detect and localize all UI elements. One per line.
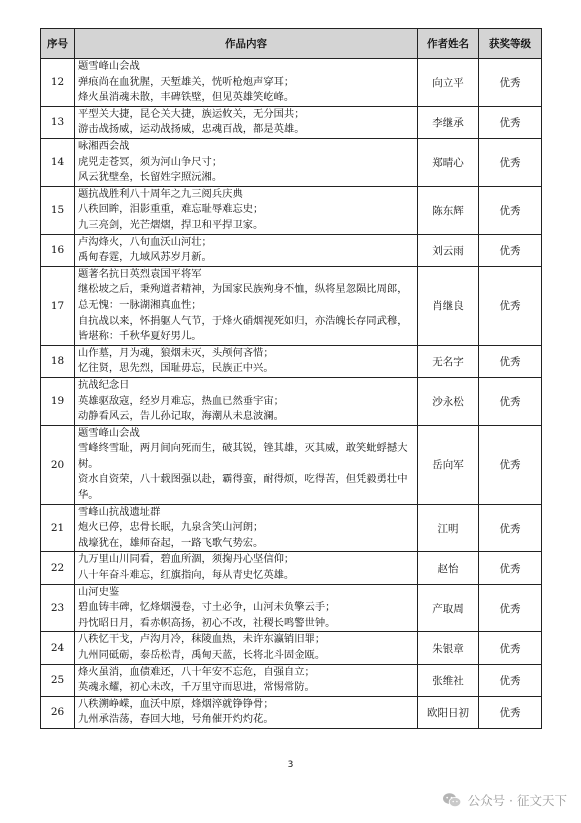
row-content: [75, 138, 418, 186]
row-author: 产取周: [418, 584, 479, 632]
row-seq: 25: [41, 664, 75, 696]
watermark-text: 公众号 · 征文天下: [467, 793, 567, 808]
row-author: 江明: [418, 504, 479, 552]
content-title-line: 雪峰山抗战遗址群: [78, 505, 161, 518]
content-title-line: 咏湘西会战: [78, 139, 130, 152]
row-grade: 优秀: [479, 266, 542, 345]
row-content: [75, 186, 418, 234]
row-author: 刘云雨: [418, 234, 479, 266]
row-author: 李继承: [418, 106, 479, 138]
awards-table: [40, 28, 542, 729]
content-line: 战壕犹在，雄师奋起，一路飞歌气势宏。: [78, 536, 264, 549]
row-content: [75, 377, 418, 425]
row-seq: 24: [41, 632, 75, 664]
row-author: 无名字: [418, 345, 479, 377]
content-line: 九州承浩荡，春回大地，号角催开灼灼花。: [78, 713, 274, 726]
row-seq: 15: [41, 186, 75, 234]
table-row: [41, 664, 542, 696]
row-grade: 优秀: [479, 632, 542, 664]
row-author: 欧阳日初: [418, 696, 479, 728]
content-line: 八秩溯峥嵘，血沃中原，烽烟淬就铮铮骨；: [78, 697, 274, 710]
content-line: 山作墓，月为魂，狼烟未灭，头颅何吝惜；: [78, 346, 274, 359]
content-title-line: 山河史鉴: [78, 585, 120, 598]
header-content: 作品内容: [75, 29, 418, 59]
row-grade: 优秀: [479, 234, 542, 266]
row-content: [75, 425, 418, 504]
row-grade: 优秀: [479, 504, 542, 552]
row-grade: 优秀: [479, 59, 542, 107]
content-title-line: 题雪峰山会战: [78, 60, 140, 72]
content-line: 英魂永耀，初心未改，千万里守而思进，常惕常防。: [78, 681, 315, 694]
table-row: [41, 59, 542, 107]
row-seq: 23: [41, 584, 75, 632]
table-row: [41, 106, 542, 138]
row-author: 向立平: [418, 59, 479, 107]
row-seq: 21: [41, 504, 75, 552]
row-content: [75, 106, 418, 138]
table-row: [41, 138, 542, 186]
watermark: [442, 791, 567, 809]
content-line: 丹忱昭日月，看赤帜高扬，初心不改，社稷长鸣警世钟。: [78, 616, 336, 629]
row-author: 郑晴心: [418, 138, 479, 186]
content-line: 弹痕尚在血犹腥，天堑雄关，恍听枪炮声穿耳；: [78, 75, 295, 88]
table-row: [41, 584, 542, 632]
content-line: 资水自资荣，八十载图强以赴，霸得蛮，耐得烦，吃得苦，但凭毅勇壮中华。: [78, 473, 408, 502]
table-row: [41, 632, 542, 664]
row-author: 陈东辉: [418, 186, 479, 234]
content-title-line: 抗战纪念日: [78, 378, 130, 391]
content-line: 烽火虽消，血债难还，八十年安不忘危，自强自立；: [78, 665, 315, 678]
content-line: 动静看风云，告儿孙记取，海潮从未息波澜。: [78, 410, 284, 423]
row-seq: 14: [41, 138, 75, 186]
page-number: 3: [287, 760, 294, 770]
table-row: [41, 425, 542, 504]
content-title-line: 题著名抗日英烈袁国平将军: [78, 267, 202, 280]
row-seq: 20: [41, 425, 75, 504]
header-grade: 获奖等级: [479, 29, 542, 59]
row-content: [75, 59, 418, 107]
table-row: [41, 377, 542, 425]
content-title-line: 题雪峰山会战: [78, 426, 140, 439]
row-content: [75, 632, 418, 664]
row-grade: 优秀: [479, 345, 542, 377]
row-grade: 优秀: [479, 664, 542, 696]
content-line: 碧血铸丰碑，忆烽烟漫卷，寸土必争，山河未负擎云手；: [78, 601, 336, 614]
content-line: 炮火已停，忠骨长眠，九泉含笑山河朗；: [78, 521, 264, 534]
content-line: 风云犹壁垒，长留姓字照沅湘。: [78, 171, 223, 184]
content-line: 雪峰终雪耻，两月间向死而生，破其锐，锉其雄，灭其威，敢笑蚍蜉撼大树。: [78, 442, 408, 470]
table-row: [41, 504, 542, 552]
row-seq: 22: [41, 552, 75, 584]
table-row: [41, 186, 542, 234]
row-seq: 26: [41, 696, 75, 728]
content-line: 禹甸春霆，九域风苏岁月新。: [78, 251, 212, 264]
row-grade: 优秀: [479, 425, 542, 504]
content-line: 忆往贤，思先烈，国耻毋忘，民族正中兴。: [78, 362, 274, 375]
row-grade: 优秀: [479, 552, 542, 584]
content-line: 八十年奋斗难忘，红旗指向，每从青史忆英雄。: [78, 569, 295, 582]
table-row: [41, 696, 542, 728]
row-grade: 优秀: [479, 377, 542, 425]
table-header-row: [41, 29, 542, 59]
row-content: [75, 552, 418, 584]
row-grade: 优秀: [479, 696, 542, 728]
content-line: 虎兕走苍冥，须为河山争尺寸；: [78, 155, 223, 168]
table-row: [41, 234, 542, 266]
table-body: [41, 59, 542, 729]
row-author: 岳向军: [418, 425, 479, 504]
header-seq: 序号: [41, 29, 75, 59]
content-line: 八秩回眸，泪影重重，难忘耻辱难忘史；: [78, 203, 264, 216]
row-content: [75, 504, 418, 552]
row-author: 朱银章: [418, 632, 479, 664]
row-seq: 16: [41, 234, 75, 266]
row-seq: 12: [41, 59, 75, 107]
row-content: [75, 234, 418, 266]
row-grade: 优秀: [479, 106, 542, 138]
wechat-icon: [442, 792, 462, 808]
table-row: [41, 266, 542, 345]
row-content: [75, 266, 418, 345]
content-line: 卢沟烽火，八旬血沃山河壮；: [78, 235, 212, 248]
content-line: 九州同砥砺，泰岳松青，禹甸天蓝，长将北斗固金瓯。: [78, 649, 326, 662]
row-content: [75, 584, 418, 632]
content-line: 自抗战以来，怀捐躯人气节，于烽火硝烟视死如归，亦浩魄长存同武穆，皆堪称：千秋华夏好男儿。: [78, 314, 408, 343]
row-author: 肖继良: [418, 266, 479, 345]
table-row: [41, 345, 542, 377]
row-author: 沙永松: [418, 377, 479, 425]
content-line: 九万里山川同看，碧血所涸，须掬丹心坚信仰；: [78, 553, 295, 566]
row-content: [75, 696, 418, 728]
row-grade: 优秀: [479, 186, 542, 234]
row-seq: 19: [41, 377, 75, 425]
header-author: 作者姓名: [418, 29, 479, 59]
content-line: 平型关大捷，昆仑关大捷，族运攸关，无分国共；: [78, 107, 305, 120]
content-line: 英雄驱敌寇，经岁月难忘，热血已然垂宇宙；: [78, 394, 284, 407]
content-line: 九三亮剑，光芒熠熠，捍卫和平捍卫家。: [78, 218, 264, 231]
content-line: 八秩忆干戈，卢沟月冷，秣陵血热，未许东瀛销旧罪；: [78, 633, 326, 646]
row-seq: 13: [41, 106, 75, 138]
content-title-line: 题抗战胜利八十周年之九三阅兵庆典: [78, 187, 243, 200]
content-line: 继松坡之后，秉殉道者精神，为国家民族殉身不恤，纵将星忽陨比周郎，总无愧：一脉湖湘真血性；: [78, 283, 408, 311]
row-author: 赵怡: [418, 552, 479, 584]
row-content: [75, 664, 418, 696]
row-grade: 优秀: [479, 138, 542, 186]
content-line: 游击战扬威，运动战扬威，忠魂百战，都是英雄。: [78, 123, 305, 136]
row-grade: 优秀: [479, 584, 542, 632]
row-seq: 17: [41, 266, 75, 345]
content-line: 烽火虽消魂未散，丰碑铁壁，但见英雄笑屹峰。: [78, 91, 295, 104]
row-seq: 18: [41, 345, 75, 377]
row-content: [75, 345, 418, 377]
row-author: 张维社: [418, 664, 479, 696]
table-row: [41, 552, 542, 584]
